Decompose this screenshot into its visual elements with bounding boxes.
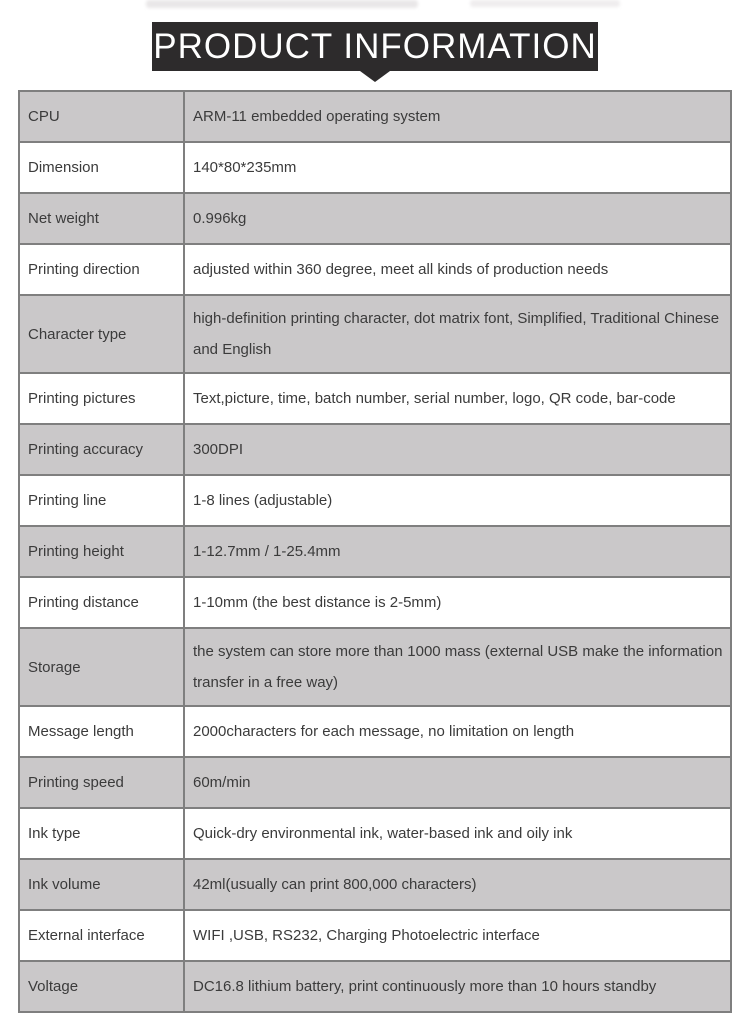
table-row — [19, 526, 731, 577]
spec-value: adjusted within 360 degree, meet all kinds of production needs — [184, 244, 731, 295]
table-row — [19, 910, 731, 961]
spec-value: high-definition printing character, dot matrix font, Simplified, Traditional Chinese and English — [184, 295, 731, 373]
spec-label: Character type — [19, 295, 184, 373]
spec-value: 1-8 lines (adjustable) — [184, 475, 731, 526]
spec-value: Text,picture, time, batch number, serial number, logo, QR code, bar-code — [184, 373, 731, 424]
spec-label: Printing accuracy — [19, 424, 184, 475]
spec-label: Printing direction — [19, 244, 184, 295]
spec-value: 1-10mm (the best distance is 2-5mm) — [184, 577, 731, 628]
spec-label: Printing pictures — [19, 373, 184, 424]
spec-value: 60m/min — [184, 757, 731, 808]
spec-value: 42ml(usually can print 800,000 characters) — [184, 859, 731, 910]
spec-label: Ink type — [19, 808, 184, 859]
spec-label: Printing height — [19, 526, 184, 577]
table-row — [19, 859, 731, 910]
spec-label: External interface — [19, 910, 184, 961]
table-row — [19, 628, 731, 706]
spec-value: 300DPI — [184, 424, 731, 475]
spec-label: Net weight — [19, 193, 184, 244]
spec-label: Printing speed — [19, 757, 184, 808]
table-row — [19, 961, 731, 1012]
spec-table — [18, 90, 732, 1013]
table-row — [19, 142, 731, 193]
spec-value: Quick-dry environmental ink, water-based ink and oily ink — [184, 808, 731, 859]
spec-label: Ink volume — [19, 859, 184, 910]
table-row — [19, 295, 731, 373]
spec-label: Voltage — [19, 961, 184, 1012]
section-title-banner — [152, 22, 598, 71]
table-row — [19, 193, 731, 244]
spec-table-body — [19, 91, 731, 1012]
spec-value: 2000characters for each message, no limitation on length — [184, 706, 731, 757]
spec-label: Dimension — [19, 142, 184, 193]
table-row — [19, 424, 731, 475]
spec-value: 1-12.7mm / 1-25.4mm — [184, 526, 731, 577]
spec-value: ARM-11 embedded operating system — [184, 91, 731, 142]
spec-value: 0.996kg — [184, 193, 731, 244]
spec-label: CPU — [19, 91, 184, 142]
spec-label: Storage — [19, 628, 184, 706]
section-title: PRODUCT INFORMATION — [153, 26, 597, 66]
spec-label: Printing distance — [19, 577, 184, 628]
spec-value: DC16.8 lithium battery, print continuously more than 10 hours standby — [184, 961, 731, 1012]
table-row — [19, 757, 731, 808]
table-row — [19, 577, 731, 628]
table-row — [19, 244, 731, 295]
spec-value: the system can store more than 1000 mass (external USB make the information transfer in a free way) — [184, 628, 731, 706]
spec-label: Message length — [19, 706, 184, 757]
table-row — [19, 373, 731, 424]
spec-label: Printing line — [19, 475, 184, 526]
spec-value: 140*80*235mm — [184, 142, 731, 193]
table-row — [19, 706, 731, 757]
table-row — [19, 91, 731, 142]
table-row — [19, 808, 731, 859]
cropped-image-remnant-right — [470, 0, 620, 7]
table-row — [19, 475, 731, 526]
cropped-image-remnant-left — [146, 0, 418, 8]
spec-value: WIFI ,USB, RS232, Charging Photoelectric interface — [184, 910, 731, 961]
banner-pointer-arrow — [360, 71, 390, 82]
